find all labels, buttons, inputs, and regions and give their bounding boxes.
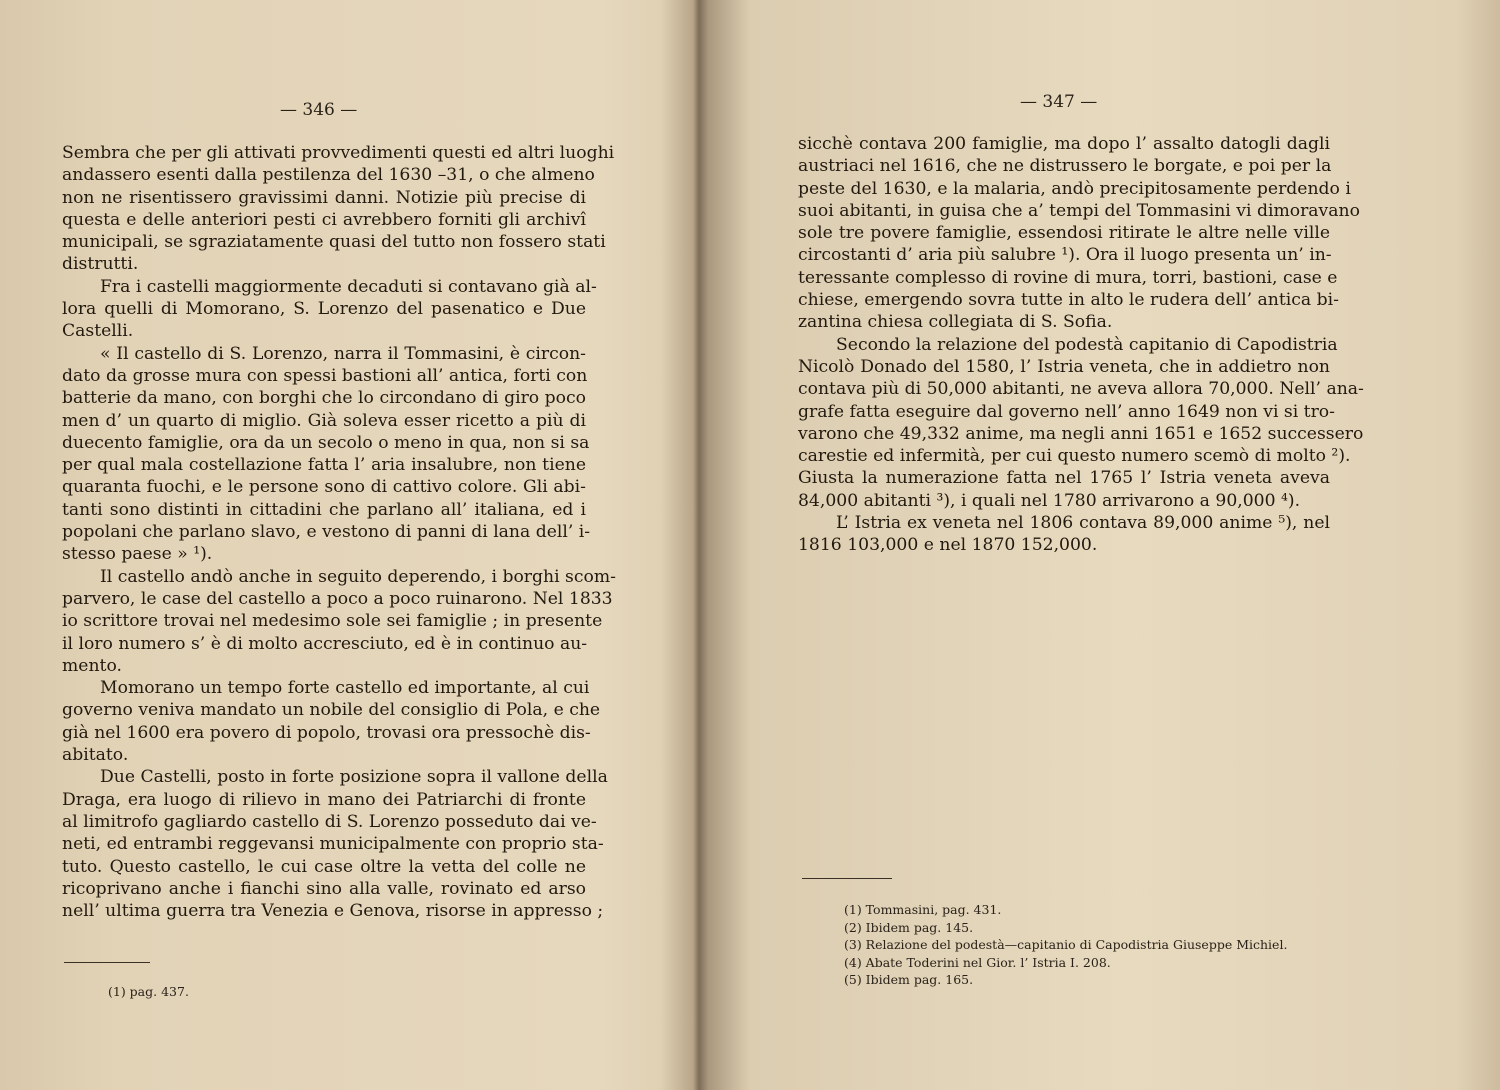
text-line: circostanti d’ aria più salubre ¹). Ora il luogo presenta un’ in- (798, 245, 1332, 266)
text-line: io scrittore trovai nel medesimo sole sei famiglie ; in presente (62, 611, 603, 632)
text-line: popolani che parlano slavo, e vestono di panni di lana dell’ i- (62, 522, 591, 543)
text-line: 1816 103,000 e nel 1870 152,000. (798, 535, 1098, 556)
text-line: duecento famiglie, ora da un secolo o meno in qua, non si sa (62, 432, 590, 453)
text-line: il loro numero s’ è di molto accresciuto, ed è in continuo au- (62, 633, 588, 654)
text-line: men d’ un quarto di miglio. Già soleva esser ricetto a più di (62, 410, 586, 431)
text-line: L’ Istria ex veneta nel 1806 contava 89,000 anime ⁵), nel (836, 513, 1330, 534)
text-line: chiese, emergendo sovra tutte in alto le rudera dell’ antica bi- (798, 290, 1339, 311)
text-line: 84,000 abitanti ³), i quali nel 1780 arrivarono a 90,000 ⁴). (798, 490, 1301, 511)
footnotes-right (844, 901, 1287, 989)
text-line: Giusta la numerazione fatta nel 1765 l’ Istria veneta aveva (798, 468, 1330, 489)
left-page (0, 0, 690, 1090)
footnote-right-2: (2) Ibidem pag. 145. (844, 919, 974, 935)
text-line: Draga, era luogo di rilievo in mano dei Patriarchi di fronte (62, 789, 586, 810)
text-line: sole tre povere famiglie, essendosi ritirate le altre nelle ville (798, 223, 1330, 244)
page-number-left: — 346 — (280, 100, 358, 120)
text-line: Fra i castelli maggiormente decaduti si contavano già al- (100, 276, 597, 297)
text-line: zantina chiesa collegiata di S. Sofia. (798, 312, 1113, 333)
text-line: per qual mala costellazione fatta l’ aria insalubre, non tiene (62, 455, 586, 476)
text-line: contava più di 50,000 abitanti, ne aveva allora 70,000. Nell’ ana- (798, 379, 1364, 400)
footnote-rule-left (64, 962, 150, 963)
text-line: nell’ ultima guerra tra Venezia e Genova, risorse in appresso ; (62, 901, 604, 922)
text-line: Castelli. (62, 321, 134, 342)
text-line: tanti sono distinti in cittadini che parlano all’ italiana, ed i (62, 499, 586, 520)
text-line: al limitrofo gagliardo castello di S. Lorenzo posseduto dai ve- (62, 811, 597, 832)
footnote-right-3: (3) Relazione del podestà—capitanio di Capodistria Giuseppe Michiel. (844, 937, 1288, 952)
text-line: parvero, le case del castello a poco a poco ruinarono. Nel 1833 (62, 588, 613, 609)
text-line: lora quelli di Momorano, S. Lorenzo del pasenatico e Due (62, 299, 586, 320)
text-line: sicchè contava 200 famiglie, ma dopo l’ assalto datogli dagli (798, 134, 1330, 154)
text-line: austriaci nel 1616, che ne distrussero le borgate, e poi per la (798, 156, 1332, 177)
footnote-rule-right (802, 878, 892, 879)
text-line: governo veniva mandato un nobile del consiglio di Pola, e che (62, 700, 601, 721)
text-line: varono che 49,332 anime, ma negli anni 1651 e 1652 successero (798, 423, 1364, 444)
text-line: suoi abitanti, in guisa che a’ tempi del Tommasini vi dimoravano (798, 200, 1360, 221)
footnote-left-1: (1) pag. 437. (108, 984, 189, 999)
text-line: quaranta fuochi, e le persone sono di cattivo colore. Gli abi- (62, 477, 586, 498)
text-line: teressante complesso di rovine di mura, torri, bastioni, case e (798, 267, 1338, 288)
text-line: Nicolò Donado del 1580, l’ Istria veneta, che in addietro non (798, 356, 1330, 377)
text-line: peste del 1630, e la malaria, andò precipitosamente perdendo i (798, 178, 1351, 199)
text-line: mento. (62, 655, 122, 676)
footnote-right-5: (5) Ibidem pag. 165. (844, 972, 974, 987)
text-line: Secondo la relazione del podestà capitanio di Capodistria (836, 334, 1338, 355)
text-line: già nel 1600 era povero di popolo, trovasi ora pressochè dis- (62, 722, 591, 743)
footnote-right-1: (1) Tommasini, pag. 431. (844, 902, 1002, 917)
text-line: dato da grosse mura con spessi bastioni all’ antica, forti con (62, 365, 588, 386)
text-line: non ne risentissero gravissimi danni. Notizie più precise di (62, 187, 586, 208)
text-line: carestie ed infermità, per cui questo numero scemò di molto ²). (798, 446, 1351, 467)
text-line: « Il castello di S. Lorenzo, narra il Tommasini, è circon- (100, 343, 586, 364)
text-line: municipali, se sgraziatamente quasi del tutto non fossero stati (62, 232, 606, 253)
text-line: abitato. (62, 745, 129, 766)
text-line: batterie da mano, con borghi che lo circondano di giro poco (62, 388, 586, 409)
page-number-right: — 347 — (1020, 92, 1098, 112)
text-line: questa e delle anteriori pesti ci avrebbero forniti gli archivî (62, 209, 586, 230)
footnote-right-4: (4) Abate Toderini nel Gior. l’ Istria I. 208. (844, 954, 1111, 970)
text-line: Sembra che per gli attivati provvedimenti questi ed altri luoghi (62, 143, 615, 163)
left-page-text (62, 142, 616, 922)
right-page (700, 0, 1500, 1090)
text-line: Il castello andò anche in seguito deperendo, i borghi scom- (100, 566, 616, 587)
text-line: Momorano un tempo forte castello ed importante, al cui (100, 678, 590, 699)
text-line: tuto. Questo castello, le cui case oltre la vetta del colle ne (62, 856, 586, 877)
text-line: neti, ed entrambi reggevansi municipalmente con proprio sta- (62, 834, 604, 855)
text-line: ricoprivano anche i fianchi sino alla valle, rovinato ed arso (62, 878, 586, 899)
text-line: andassero esenti dalla pestilenza del 1630 –31, o che almeno (62, 165, 595, 186)
text-line: grafe fatta eseguire dal governo nell’ anno 1649 non vi si tro- (798, 401, 1335, 422)
text-line: stesso paese » ¹). (62, 544, 213, 565)
text-line: Due Castelli, posto in forte posizione sopra il vallone della (100, 767, 608, 788)
right-page-text (798, 133, 1364, 557)
text-line: distrutti. (62, 254, 139, 275)
